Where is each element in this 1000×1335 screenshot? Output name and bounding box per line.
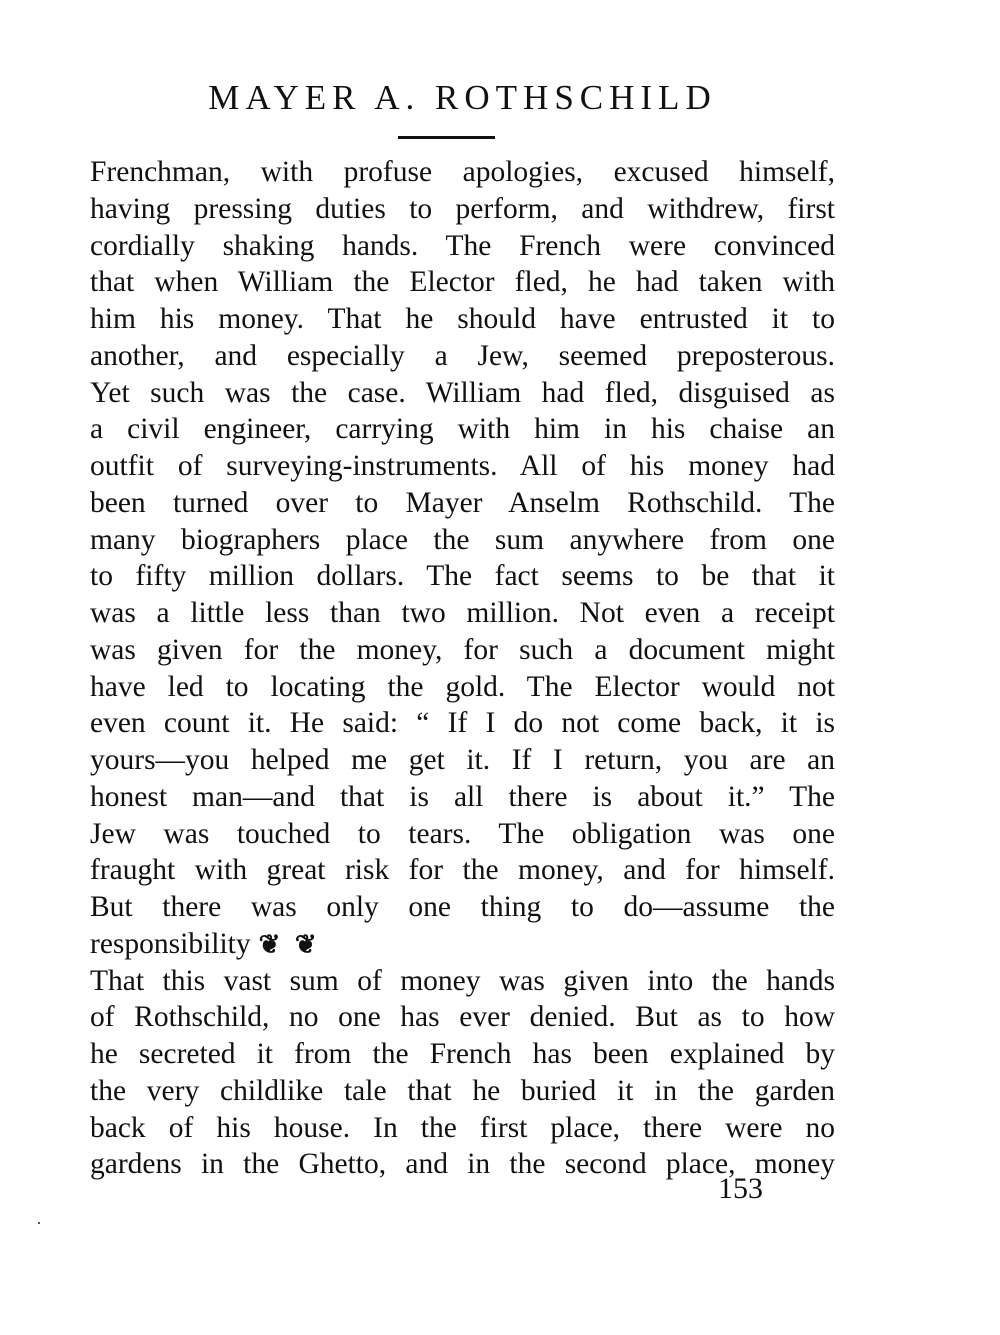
text-line: many biographers place the sum anywhere from one xyxy=(90,523,835,556)
text-line: cordially shaking hands. The French were convinced xyxy=(90,229,835,262)
running-title: MAYER A. ROTHSCHILD xyxy=(208,78,717,117)
fleuron-ornament-icon: ❦ ❦ xyxy=(258,929,321,959)
text-line: been turned over to Mayer Anselm Rothschild. The xyxy=(90,486,835,519)
text-line: yours—you helped me get it. If I return, you are an xyxy=(90,744,835,776)
text-line: Jew was touched to tears. The obligation was one xyxy=(90,817,835,850)
text-line: he secreted it from the French has been explained by xyxy=(90,1038,835,1070)
text-line: of Rothschild, no one has ever denied. But as to how xyxy=(90,1001,835,1034)
text-line: outfit of surveying-instruments. All of his money had xyxy=(90,450,835,482)
text-line: was a little less than two million. Not even a receipt xyxy=(90,597,835,629)
text-line: fraught with great risk for the money, and for himself. xyxy=(90,854,835,887)
text-line: have led to locating the gold. The Elector would not xyxy=(90,670,835,703)
text-line: even count it. He said: “ If I do not come back, it is xyxy=(90,707,835,740)
text-line: responsibility xyxy=(90,927,251,960)
text-line: But there was only one thing to do—assume the xyxy=(90,891,835,923)
text-line: to fifty million dollars. The fact seems to be that it xyxy=(90,560,835,593)
text-line: Frenchman, with profuse apologies, excused himself, xyxy=(90,156,835,188)
body-text xyxy=(90,154,835,1183)
text-line: honest man—and that is all there is about it.” The xyxy=(90,780,835,813)
text-line: the very childlike tale that he buried it in the garden xyxy=(90,1074,835,1107)
page-number: 153 xyxy=(718,1172,763,1205)
text-line: That this vast sum of money was given into the hands xyxy=(90,964,835,997)
text-line: Yet such was the case. William had fled, disguised as xyxy=(90,376,835,409)
text-line: a civil engineer, carrying with him in his chaise an xyxy=(90,413,835,446)
text-line: was given for the money, for such a document might xyxy=(90,633,835,666)
text-line: having pressing duties to perform, and withdrew, first xyxy=(90,192,835,225)
title-rule xyxy=(398,136,495,139)
paragraph-end-line xyxy=(90,926,835,963)
text-line: that when William the Elector fled, he had taken with xyxy=(90,266,835,299)
scan-speck xyxy=(38,1222,40,1224)
text-line: gardens in the Ghetto, and in the second place, money xyxy=(90,1148,835,1181)
text-line: back of his house. In the first place, there were no xyxy=(90,1111,835,1144)
text-line: him his money. That he should have entrusted it to xyxy=(90,303,835,335)
text-line: another, and especially a Jew, seemed preposterous. xyxy=(90,339,835,372)
